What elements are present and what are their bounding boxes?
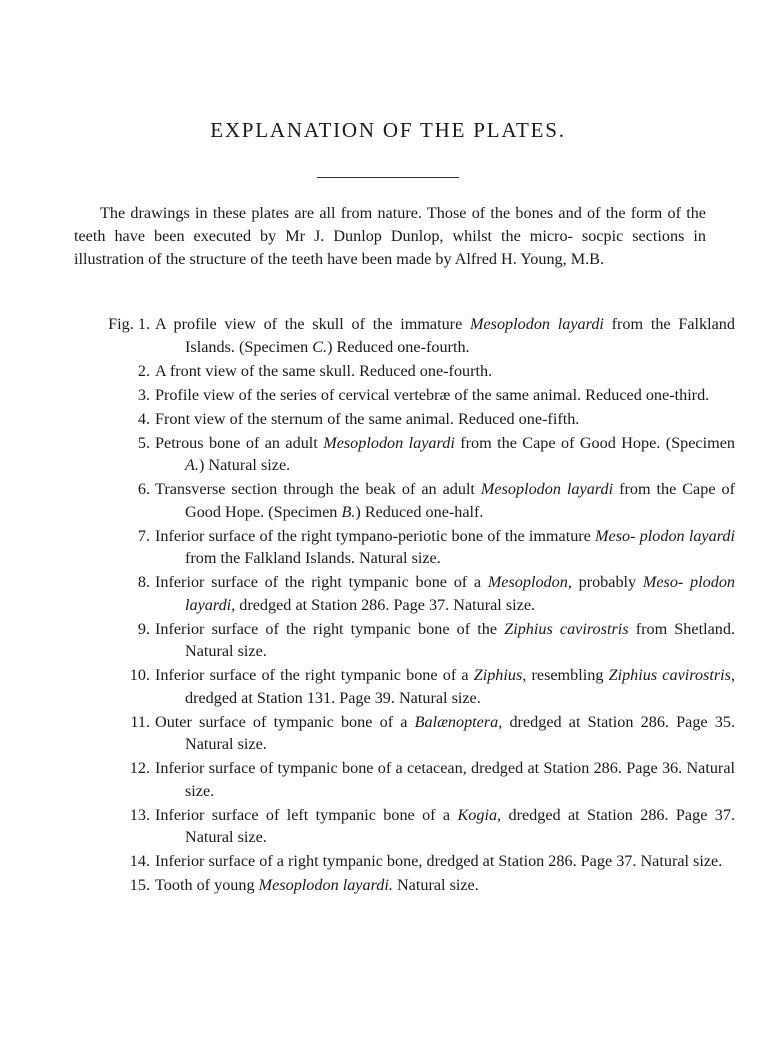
caption-text: Tooth of young <box>155 876 259 894</box>
caption-text: Inferior surface of a right tympanic bone, dredged at Station 286. Page 37. Natural size. <box>155 852 723 870</box>
caption-italic: Meso- plodon layardi <box>595 526 735 545</box>
caption-italic: Meso- plodon layardi, <box>185 573 736 614</box>
caption-text: A front view of the same skull. Reduced one-fourth. <box>155 361 493 380</box>
figure-number: Fig. 1. <box>108 315 150 333</box>
figure-item <box>0 384 776 407</box>
caption-italic: Mesoplodon, <box>487 573 572 591</box>
page-title: EXPLANATION OF THE PLATES. <box>210 118 566 142</box>
figure-number: 15. <box>129 876 150 894</box>
caption-text: ) Reduced one-half. <box>355 502 484 521</box>
figure-number: 2. <box>137 361 150 380</box>
caption-italic: C. <box>312 337 328 356</box>
figure-item <box>0 618 776 663</box>
figure-caption <box>155 408 735 431</box>
caption-italic: B. <box>341 502 356 521</box>
caption-text: from the Falkland Islands. Natural size. <box>185 549 441 567</box>
figure-caption <box>155 711 735 756</box>
figure-caption <box>155 360 735 383</box>
caption-text: Inferior surface of the right tympanic bone of a <box>155 573 488 591</box>
caption-text: from the Falkland Islands. (Specimen <box>185 315 735 356</box>
figure-number: 3. <box>137 385 150 404</box>
caption-text: Inferior surface of left tympanic bone of a <box>155 805 458 824</box>
caption-italic: Balænoptera, <box>414 712 503 731</box>
caption-text: Outer surface of tympanic bone of a <box>155 712 415 731</box>
caption-text: ) Reduced one-fourth. <box>327 337 470 356</box>
figure-item <box>0 525 776 570</box>
caption-text: dredged at Station 131. Page 39. Natural size. <box>185 688 481 707</box>
figure-item <box>0 571 776 616</box>
figure-item <box>0 757 776 802</box>
caption-text: from the Cape of Good Hope. (Specimen <box>454 433 735 452</box>
title-divider <box>317 177 459 178</box>
figure-item <box>0 874 776 897</box>
figure-number: 13. <box>129 805 150 824</box>
caption-text: Inferior surface of the right tympanic bone of the <box>155 619 505 638</box>
caption-text: Inferior surface of the right tympanic bone of a <box>155 666 474 684</box>
caption-italic: Ziphius cavirostris <box>504 619 629 638</box>
caption-italic: Ziphius, <box>473 666 527 684</box>
figure-list <box>0 313 776 898</box>
caption-text: Inferior surface of the right tympano-periotic bone of the immature <box>155 526 596 545</box>
caption-italic: Mesoplodon layardi <box>323 433 455 452</box>
caption-text: probably <box>571 573 643 591</box>
figure-caption <box>155 664 735 709</box>
caption-text: dredged at Station 286. Page 37. Natural size. <box>185 805 735 846</box>
caption-text: Petrous bone of an adult <box>155 433 324 452</box>
figure-number: 5. <box>137 433 150 452</box>
caption-text: ) Natural size. <box>198 456 291 474</box>
intro-paragraph: The drawings in these plates are all from nature. Those of the bones and of the form of the teeth have been executed by Mr J. Dunlop Dunlop, whilst the micro- socpic sections in illustration of the structure of the teeth have been made by Alfred H. Young, M.B. <box>74 204 706 268</box>
caption-italic: A. <box>185 456 199 474</box>
figure-caption <box>155 804 735 849</box>
figure-caption <box>155 571 735 616</box>
caption-text: A profile view of the skull of the immature <box>155 315 470 333</box>
figure-item <box>0 432 776 477</box>
figure-number: 10. <box>129 666 150 684</box>
figure-item <box>0 664 776 709</box>
figure-item <box>0 478 776 523</box>
figure-number: 14. <box>129 852 150 870</box>
caption-text: Transverse section through the beak of an adult <box>155 480 481 498</box>
caption-text: from the Cape of Good Hope. (Specimen <box>185 480 735 521</box>
figure-number: 12. <box>129 759 150 777</box>
caption-italic: Mesoplodon layardi <box>480 480 614 498</box>
figure-number: 4. <box>137 409 150 428</box>
figure-caption <box>155 478 735 523</box>
caption-italic: Mesoplodon layardi. <box>258 876 393 894</box>
figure-item <box>0 804 776 849</box>
caption-italic: Kogia, <box>457 805 502 824</box>
caption-text: Natural size. <box>392 876 479 894</box>
figure-number: 9. <box>137 619 150 638</box>
figure-number: 11. <box>130 712 150 731</box>
figure-caption <box>155 384 735 407</box>
figure-item <box>0 850 776 873</box>
caption-text: dredged at Station 286. Page 37. Natural size. <box>235 595 536 614</box>
caption-text: Inferior surface of tympanic bone of a cetacean, dredged at Station 286. Page 36. Natural size. <box>155 759 735 800</box>
figure-caption <box>155 874 735 897</box>
figure-number: 8. <box>137 573 150 591</box>
caption-italic: Ziphius cavirostris, <box>608 666 735 684</box>
caption-text: Front view of the sternum of the same animal. Reduced one-fifth. <box>155 409 580 428</box>
figure-number: 7. <box>137 526 150 545</box>
figure-caption <box>155 618 735 663</box>
figure-caption <box>155 850 735 873</box>
caption-text: from Shetland. Natural size. <box>185 619 735 660</box>
figure-item <box>0 313 776 358</box>
caption-text: resembling <box>526 666 609 684</box>
figure-item <box>0 360 776 383</box>
caption-text: dredged at Station 286. Page 35. Natural size. <box>185 712 735 753</box>
caption-italic: Mesoplodon layardi <box>470 315 604 333</box>
figure-caption <box>155 757 735 802</box>
figure-caption <box>155 525 735 570</box>
figure-number: 6. <box>137 480 150 498</box>
figure-caption <box>155 432 735 477</box>
caption-text: Profile view of the series of cervical vertebræ of the same animal. Reduced one-third. <box>155 385 710 404</box>
figure-item <box>0 408 776 431</box>
figure-item <box>0 711 776 756</box>
figure-caption <box>155 313 735 358</box>
